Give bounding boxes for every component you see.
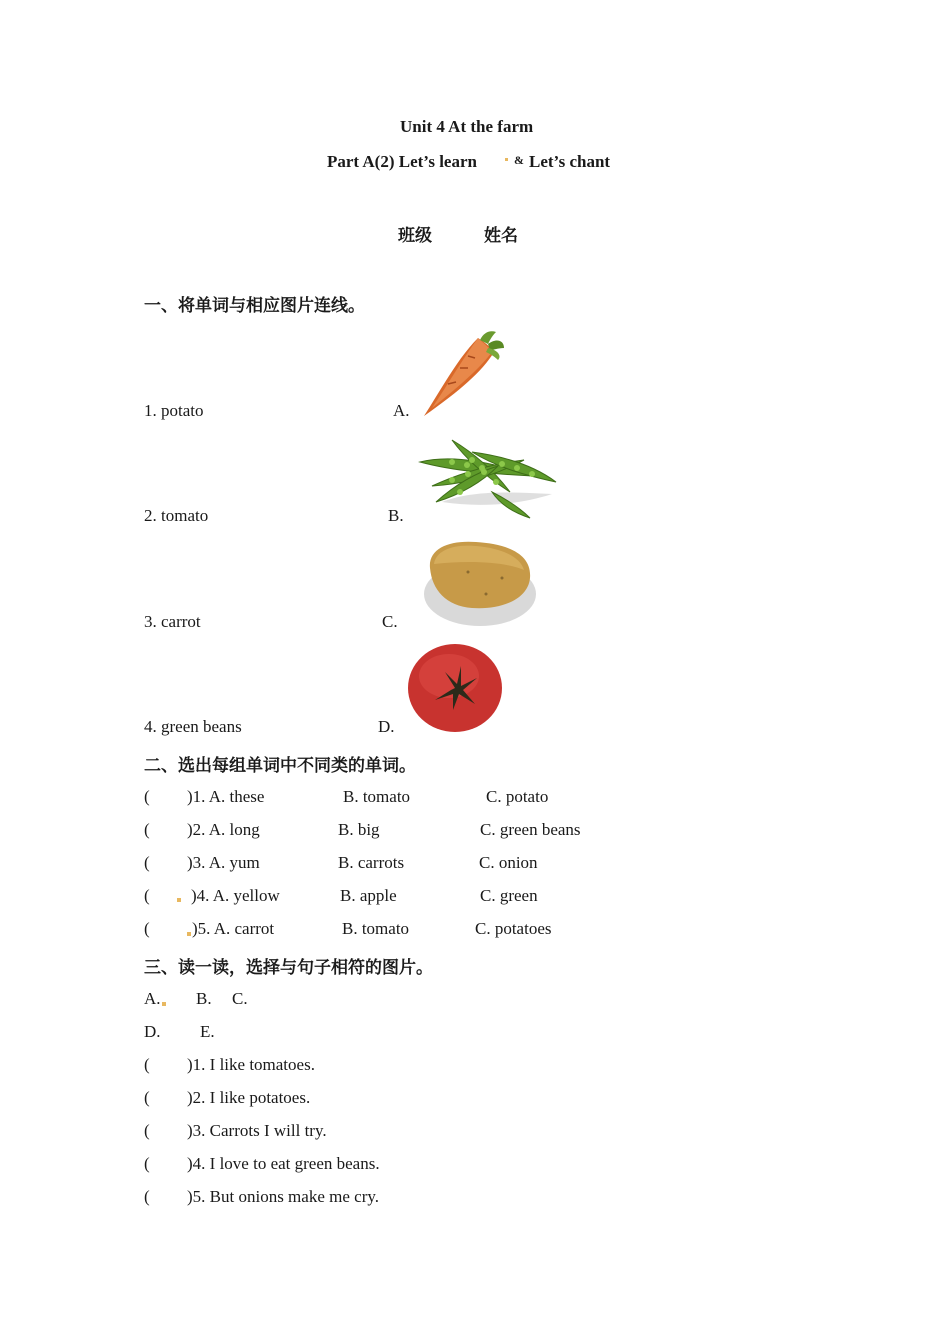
question-option-c: C. onion: [479, 853, 538, 872]
sentence-item: )1. I like tomatoes.: [187, 1055, 315, 1074]
answer-paren: (: [144, 853, 150, 872]
match-word: 3. carrot: [144, 612, 201, 631]
marker-dot: [187, 932, 191, 936]
match-letter: C.: [382, 612, 398, 631]
answer-paren: (: [144, 886, 150, 905]
page-subtitle-amp: &: [514, 153, 524, 167]
marker-dot: [505, 158, 508, 161]
section1-heading: 一、将单词与相应图片连线。: [144, 296, 365, 316]
picture-option: D.: [144, 1022, 161, 1041]
carrot-picture: [418, 328, 508, 418]
sentence-item: )3. Carrots I will try.: [187, 1121, 327, 1140]
potato-picture: [420, 538, 540, 628]
question-option-b: B. tomato: [342, 919, 410, 938]
question-option-a: )2. A. long: [187, 820, 260, 839]
class-label: 班级: [398, 226, 432, 246]
match-letter: D.: [378, 717, 395, 736]
match-letter: A.: [393, 401, 410, 420]
tomato-picture: [405, 642, 505, 734]
sentence-item: )5. But onions make me cry.: [187, 1187, 379, 1206]
answer-paren: (: [144, 1154, 150, 1173]
answer-paren: (: [144, 919, 150, 938]
question-option-a: )3. A. yum: [187, 853, 260, 872]
match-word: 2. tomato: [144, 506, 209, 525]
marker-dot: [177, 898, 181, 902]
question-option-b: B. big: [338, 820, 380, 839]
question-option-a: )5. A. carrot: [192, 919, 275, 938]
picture-option: B.: [196, 989, 212, 1008]
question-option-c: C. potatoes: [475, 919, 552, 938]
answer-paren: (: [144, 1121, 150, 1140]
page-subtitle-right: Let’s chant: [529, 152, 611, 171]
question-option-b: B. carrots: [338, 853, 405, 872]
green-beans-picture: [412, 432, 562, 522]
question-option-c: C. green beans: [480, 820, 581, 839]
marker-dot: [162, 1002, 166, 1006]
picture-option: A.: [144, 989, 161, 1008]
question-option-a: )4. A. yellow: [191, 886, 280, 905]
match-word: 4. green beans: [144, 717, 242, 736]
sentence-item: )4. I love to eat green beans.: [187, 1154, 380, 1173]
answer-paren: (: [144, 1055, 150, 1074]
answer-paren: (: [144, 820, 150, 839]
picture-option: C.: [232, 989, 248, 1008]
page-title: Unit 4 At the farm: [400, 117, 534, 136]
answer-paren: (: [144, 1187, 150, 1206]
question-option-b: B. tomato: [343, 787, 411, 806]
picture-option: E.: [200, 1022, 215, 1041]
section3-heading: 三、读一读，选择与句子相符的图片。: [144, 958, 433, 978]
answer-paren: (: [144, 1088, 150, 1107]
page-subtitle-left: Part A(2) Let’s learn: [327, 152, 477, 171]
question-option-a: )1. A. these: [187, 787, 265, 806]
match-letter: B.: [388, 506, 404, 525]
name-label: 姓名: [484, 226, 518, 246]
question-option-c: C. green: [480, 886, 538, 905]
answer-paren: (: [144, 787, 150, 806]
question-option-b: B. apple: [340, 886, 397, 905]
question-option-c: C. potato: [486, 787, 549, 806]
match-word: 1. potato: [144, 401, 204, 420]
sentence-item: )2. I like potatoes.: [187, 1088, 311, 1107]
section2-heading: 二、选出每组单词中不同类的单词。: [144, 756, 416, 776]
